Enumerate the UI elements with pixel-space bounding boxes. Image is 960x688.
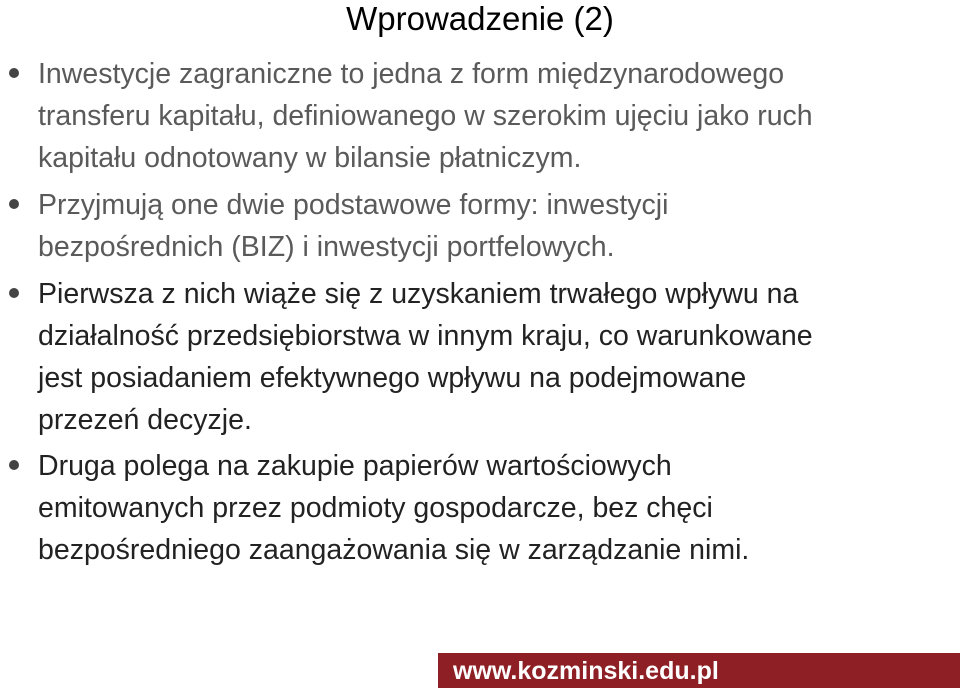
bullet-line: Inwestycje zagraniczne to jedna z form międzynarodowego bbox=[38, 58, 785, 90]
footer-url-link[interactable]: www.kozminski.edu.pl bbox=[453, 657, 719, 685]
bullet-dot-icon bbox=[9, 199, 19, 209]
bullet-line: Druga polega na zakupie papierów wartościowych bbox=[38, 450, 672, 482]
bullet-line: transferu kapitału, definiowanego w szerokim ujęciu jako ruch bbox=[38, 100, 813, 132]
bullet-line: emitowanych przez podmioty gospodarcze, bez chęci bbox=[38, 492, 713, 524]
bullet-dot-icon bbox=[9, 68, 19, 78]
bullet-line: bezpośredniego zaangażowania się w zarządzanie nimi. bbox=[38, 534, 750, 566]
bullet-line: działalność przedsiębiorstwa w innym kraju, co warunkowane bbox=[38, 320, 813, 352]
bullet-dot-icon bbox=[9, 460, 19, 470]
bullet-item bbox=[38, 53, 938, 179]
bullet-line: jest posiadaniem efektywnego wpływu na podejmowane bbox=[38, 362, 747, 394]
bullet-item bbox=[38, 184, 938, 268]
slide-title: Wprowadzenie (2) bbox=[346, 0, 614, 37]
bullet-line: Pierwsza z nich wiąże się z uzyskaniem trwałego wpływu na bbox=[38, 278, 799, 310]
bullet-dot-icon bbox=[9, 288, 19, 298]
footer-bar bbox=[438, 653, 960, 688]
bullet-line: Przyjmują one dwie podstawowe formy: inwestycji bbox=[38, 189, 669, 221]
bullet-line: kapitału odnotowany w bilansie płatniczym. bbox=[38, 142, 582, 174]
bullet-item bbox=[38, 273, 938, 441]
bullet-line: bezpośrednich (BIZ) i inwestycji portfelowych. bbox=[38, 231, 615, 263]
bullet-line: przezeń decyzje. bbox=[38, 404, 252, 436]
bullet-item bbox=[38, 445, 938, 571]
